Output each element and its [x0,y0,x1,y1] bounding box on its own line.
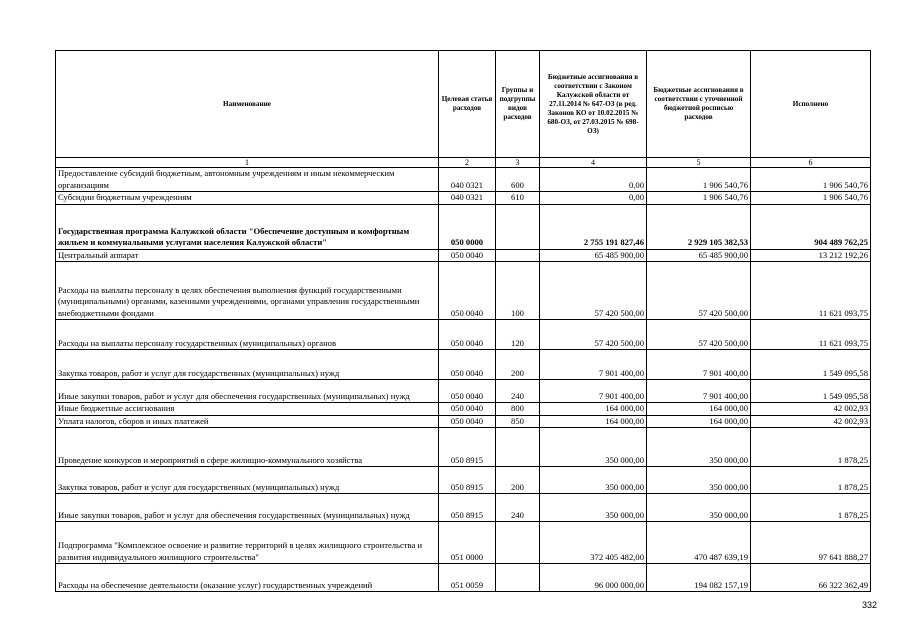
row-law-value: 0,00 [540,168,647,192]
row-law-value: 2 755 191 827,46 [540,204,647,249]
row-refined-value: 470 487 639,19 [647,522,751,564]
table-row [56,192,871,205]
header-row [56,51,871,158]
table-row [56,403,871,416]
row-refined-value: 164 000,00 [647,415,751,428]
header-group: Группы и подгруппы видов расходов [496,51,540,158]
table-row [56,428,871,467]
row-law-value: 7 901 400,00 [540,350,647,380]
row-group: 120 [496,320,540,350]
row-name: Подпрограмма "Комплексное освоение и развитие территорий в целях жилищного строительства и развития индивидуального жилищного строительства" [56,522,439,564]
row-name: Субсидии бюджетным учреждениям [56,192,439,205]
row-refined-value: 1 906 540,76 [647,168,751,192]
table-row [56,168,871,192]
table-row [56,564,871,592]
row-code: 050 8915 [439,494,496,522]
row-name: Расходы на выплаты персоналу в целях обеспечения выполнения функций государственными (муниципальными) органами, казенными учреждениями, органами управления государственными внебюджетными фондами [56,262,439,320]
table-row [56,262,871,320]
row-name: Иные бюджетные ассигнования [56,403,439,416]
row-group: 200 [496,467,540,494]
row-code: 050 8915 [439,428,496,467]
row-code: 050 0040 [439,403,496,416]
row-refined-value: 350 000,00 [647,428,751,467]
row-refined-value: 350 000,00 [647,467,751,494]
row-name: Расходы на обеспечение деятельности (оказание услуг) государственных учреждений [56,564,439,592]
column-number: 3 [496,158,540,168]
row-name: Иные закупки товаров, работ и услуг для обеспечения государственных (муниципальных) нужд [56,494,439,522]
table-row-program [56,204,871,249]
row-refined-value: 57 420 500,00 [647,320,751,350]
row-group: 850 [496,415,540,428]
row-code: 050 0040 [439,380,496,403]
row-name: Закупка товаров, работ и услуг для государственных (муниципальных) нужд [56,467,439,494]
column-number: 1 [56,158,439,168]
row-law-value: 164 000,00 [540,415,647,428]
row-name: Предоставление субсидий бюджетным, автономным учреждениям и иным некоммерческим организациям [56,168,439,192]
table-row [56,320,871,350]
row-refined-value: 350 000,00 [647,494,751,522]
row-code: 050 0040 [439,262,496,320]
header-name: Наименование [56,51,439,158]
row-executed-value: 1 906 540,76 [751,168,871,192]
row-executed-value: 904 489 762,25 [751,204,871,249]
row-name: Центральный аппарат [56,249,439,262]
column-number: 4 [540,158,647,168]
table-row [56,380,871,403]
row-executed-value: 97 641 888,27 [751,522,871,564]
row-code: 040 0321 [439,192,496,205]
row-executed-value: 1 878,25 [751,494,871,522]
row-group [496,249,540,262]
row-executed-value: 1 878,25 [751,428,871,467]
row-refined-value: 65 485 900,00 [647,249,751,262]
table-row [56,467,871,494]
header-refined-allocations: Бюджетные ассигнования в соответствии с уточненной бюджетной росписью расходов [647,51,751,158]
row-code: 051 0000 [439,522,496,564]
header-target: Целевая статья расходов [439,51,496,158]
column-number: 5 [647,158,751,168]
page-number: 332 [861,600,877,610]
table-row [56,350,871,380]
row-group: 100 [496,262,540,320]
row-code: 040 0321 [439,168,496,192]
row-refined-value: 194 082 157,19 [647,564,751,592]
row-law-value: 164 000,00 [540,403,647,416]
row-code: 051 0059 [439,564,496,592]
row-law-value: 7 901 400,00 [540,380,647,403]
row-code: 050 0040 [439,350,496,380]
row-executed-value: 13 212 192,26 [751,249,871,262]
row-executed-value: 1 549 095,58 [751,350,871,380]
row-code: 050 8915 [439,467,496,494]
table-row [56,249,871,262]
row-group [496,564,540,592]
row-group: 240 [496,380,540,403]
row-name: Закупка товаров, работ и услуг для государственных (муниципальных) нужд [56,350,439,380]
row-refined-value: 57 420 500,00 [647,262,751,320]
row-law-value: 65 485 900,00 [540,249,647,262]
row-group [496,522,540,564]
row-group: 240 [496,494,540,522]
row-law-value: 350 000,00 [540,494,647,522]
table-row [56,494,871,522]
row-name: Проведение конкурсов и мероприятий в сфере жилищно-коммунального хозяйства [56,428,439,467]
row-executed-value: 1 549 095,58 [751,380,871,403]
row-law-value: 57 420 500,00 [540,262,647,320]
row-executed-value: 42 002,93 [751,403,871,416]
row-code: 050 0040 [439,320,496,350]
row-code: 050 0000 [439,204,496,249]
row-law-value: 96 000 000,00 [540,564,647,592]
row-group [496,428,540,467]
row-refined-value: 2 929 105 382,53 [647,204,751,249]
row-executed-value: 11 621 093,75 [751,262,871,320]
table-row [56,415,871,428]
row-group: 610 [496,192,540,205]
row-refined-value: 1 906 540,76 [647,192,751,205]
column-number-row [56,158,871,168]
row-law-value: 372 405 482,00 [540,522,647,564]
row-group: 800 [496,403,540,416]
row-code: 050 0040 [439,249,496,262]
row-executed-value: 42 002,93 [751,415,871,428]
header-law-allocations: Бюджетные ассигнования в соответствии с Законом Калужской области от 27.11.2014 № 647-ОЗ (в ред. Законов КО от 10.02.2015 № 680-ОЗ, от 27.03.2015 № 698-ОЗ) [540,51,647,158]
row-name: Уплата налогов, сборов и иных платежей [56,415,439,428]
row-executed-value: 1 878,25 [751,467,871,494]
row-executed-value: 1 906 540,76 [751,192,871,205]
row-law-value: 350 000,00 [540,428,647,467]
row-law-value: 0,00 [540,192,647,205]
column-number: 2 [439,158,496,168]
row-group: 200 [496,350,540,380]
row-name: Государственная программа Калужской области "Обеспечение доступным и комфортным жильем и коммунальными услугами населения Калужской области" [56,204,439,249]
row-refined-value: 7 901 400,00 [647,350,751,380]
row-law-value: 350 000,00 [540,467,647,494]
budget-table [55,50,871,592]
row-name: Иные закупки товаров, работ и услуг для обеспечения государственных (муниципальных) нужд [56,380,439,403]
row-refined-value: 7 901 400,00 [647,380,751,403]
row-executed-value: 66 322 362,49 [751,564,871,592]
row-refined-value: 164 000,00 [647,403,751,416]
row-group [496,204,540,249]
row-code: 050 0040 [439,415,496,428]
row-name: Расходы на выплаты персоналу государственных (муниципальных) органов [56,320,439,350]
row-law-value: 57 420 500,00 [540,320,647,350]
header-executed: Исполнено [751,51,871,158]
row-group: 600 [496,168,540,192]
table-row [56,522,871,564]
column-number: 6 [751,158,871,168]
row-executed-value: 11 621 093,75 [751,320,871,350]
